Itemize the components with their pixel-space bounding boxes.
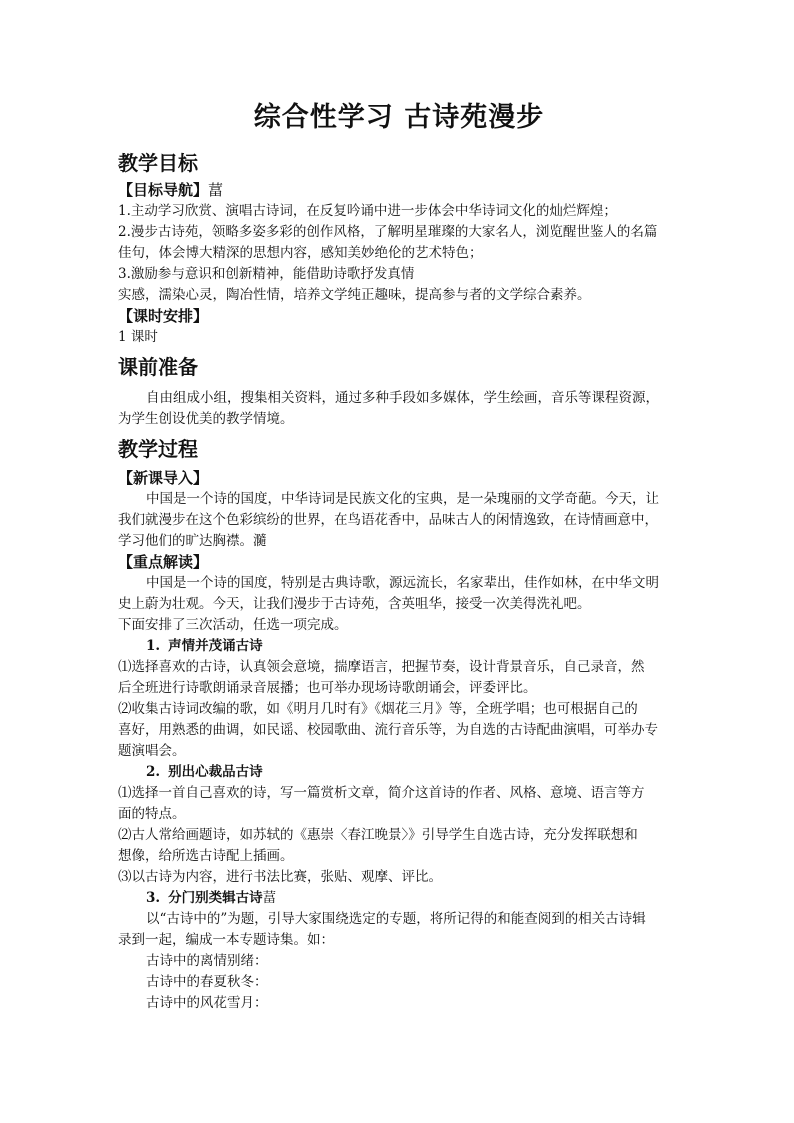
goal-line: 2.漫步古诗苑，领略多姿多彩的创作风格，了解明星璀璨的大家名人，浏览醒世鉴人的名篇: [118, 224, 658, 240]
section-preparation: [118, 352, 680, 430]
example-item: 古诗中的春夏秋冬：: [146, 974, 268, 990]
section-teaching-process: [118, 434, 680, 1014]
activity-title: 声情并茂诵古诗: [168, 638, 263, 654]
example-item: 古诗中的风花雪月：: [146, 995, 268, 1011]
prep-line: 自由组成小组，搜集相关资料，通过多种手段如多媒体，学生绘画，音乐等课程资源，: [146, 390, 659, 406]
activity-line: ⑶以古诗为内容，进行书法比赛，张贴、观摩、评比。: [118, 869, 442, 885]
goal-nav-heading: [118, 180, 680, 201]
activity-line: ⑴选择一首自己喜欢的诗，写一篇赏析文章，简介这首诗的作者、风格、意境、语言等方: [118, 785, 645, 801]
goal-line: 实感，濡染心灵，陶冶性情，培养文学纯正趣味，提高参与者的文学综合素养。: [118, 287, 591, 303]
prep-line: 为学生创设优美的教学情境。: [118, 411, 294, 427]
goal-nav-heading-text: 【目标导航】: [118, 181, 209, 199]
section-heading-prep: 课前准备: [118, 355, 198, 379]
activity-heading: [118, 762, 680, 783]
key-line: 中国是一个诗的国度，特别是古典诗歌，源远流长，名家辈出，佳作如林，在中华文明: [146, 575, 659, 591]
activity-line: 喜好，用熟悉的曲调，如民谣、校园歌曲、流行音乐等，为自选的古诗配曲演唱，可举办专: [118, 722, 658, 738]
activity-line: ⑴选择喜欢的古诗，认真领会意境，揣摩语言，把握节奏，设计背景音乐，自己录音，然: [118, 659, 645, 675]
key-points-heading: 【重点解读】: [118, 553, 209, 571]
activity-3: [118, 888, 680, 1014]
activity-number: 2.: [146, 764, 161, 780]
activity-line: 以“古诗中的”为题，引导大家围绕选定的专题，将所记得的和能查阅到的相关古诗辑: [146, 911, 646, 927]
activity-line: 录到一起，编成一本专题诗集。如：: [118, 932, 334, 948]
activity-title: 别出心裁品古诗: [168, 764, 263, 780]
activity-1: [118, 636, 680, 762]
activity-number: 3.: [146, 890, 161, 906]
section-heading-goals: 教学目标: [118, 151, 198, 175]
activity-line: ⑵古人常给画题诗，如苏轼的《惠崇〈春江晚景〉》引导学生自选古诗，充分发挥联想和: [118, 827, 638, 843]
activity-line: 题演唱会。: [118, 743, 186, 759]
key-line: 下面安排了三次活动，任选一项完成。: [118, 617, 348, 633]
section-teaching-goals: [118, 148, 680, 348]
intro-heading: 【新课导入】: [118, 469, 209, 487]
goal-line: 1.主动学习欣赏、演唱古诗词，在反复吟诵中进一步体会中华诗词文化的灿烂辉煌；: [118, 203, 617, 219]
activity-line: ⑵收集古诗词改编的歌，如《明月几时有》《烟花三月》等，全班学唱；也可根据自己的: [118, 701, 638, 717]
key-line: 史上蔚为壮观。今天，让我们漫步于古诗苑，含英咀华，接受一次美得洗礼吧。: [118, 596, 591, 612]
activity-heading: [118, 636, 680, 657]
activity-line: 后全班进行诗歌朗诵录音展播；也可举办现场诗歌朗诵会，评委评比。: [118, 680, 537, 696]
goal-line: 佳句，体会博大精深的思想内容，感知美妙绝伦的艺术特色；: [118, 245, 483, 261]
activity-line: 面的特点。: [118, 806, 186, 822]
activity-title: 分门别类辑古诗: [168, 890, 263, 906]
activity-2: [118, 762, 680, 888]
intro-line: 学习他们的旷达胸襟。瀡: [118, 533, 267, 549]
intro-line: 中国是一个诗的国度，中华诗词是民族文化的宝典，是一朵瑰丽的文学奇葩。今天，让: [146, 491, 659, 507]
example-item: 古诗中的离情别绪：: [146, 953, 268, 969]
class-hours-value: 1 课时: [118, 329, 158, 345]
activity-number: 1.: [146, 638, 161, 654]
intro-line: 我们就漫步在这个色彩缤纷的世界，在鸟语花香中，品味古人的闲情逸致，在诗情画意中，: [118, 512, 658, 528]
document-page: [118, 98, 680, 1014]
section-heading-process: 教学过程: [118, 437, 198, 461]
activity-heading: [118, 888, 680, 909]
goal-nav-heading-tail: 葍: [208, 181, 224, 199]
activity-title-tail: 葍: [262, 890, 277, 906]
goal-line: 3.激励参与意识和创新精神，能借助诗歌抒发真情: [118, 266, 415, 282]
document-title: 综合性学习 古诗苑漫步: [253, 102, 545, 133]
activity-line: 想像，给所选古诗配上插画。: [118, 848, 294, 864]
class-hours-heading: 【课时安排】: [118, 307, 209, 325]
